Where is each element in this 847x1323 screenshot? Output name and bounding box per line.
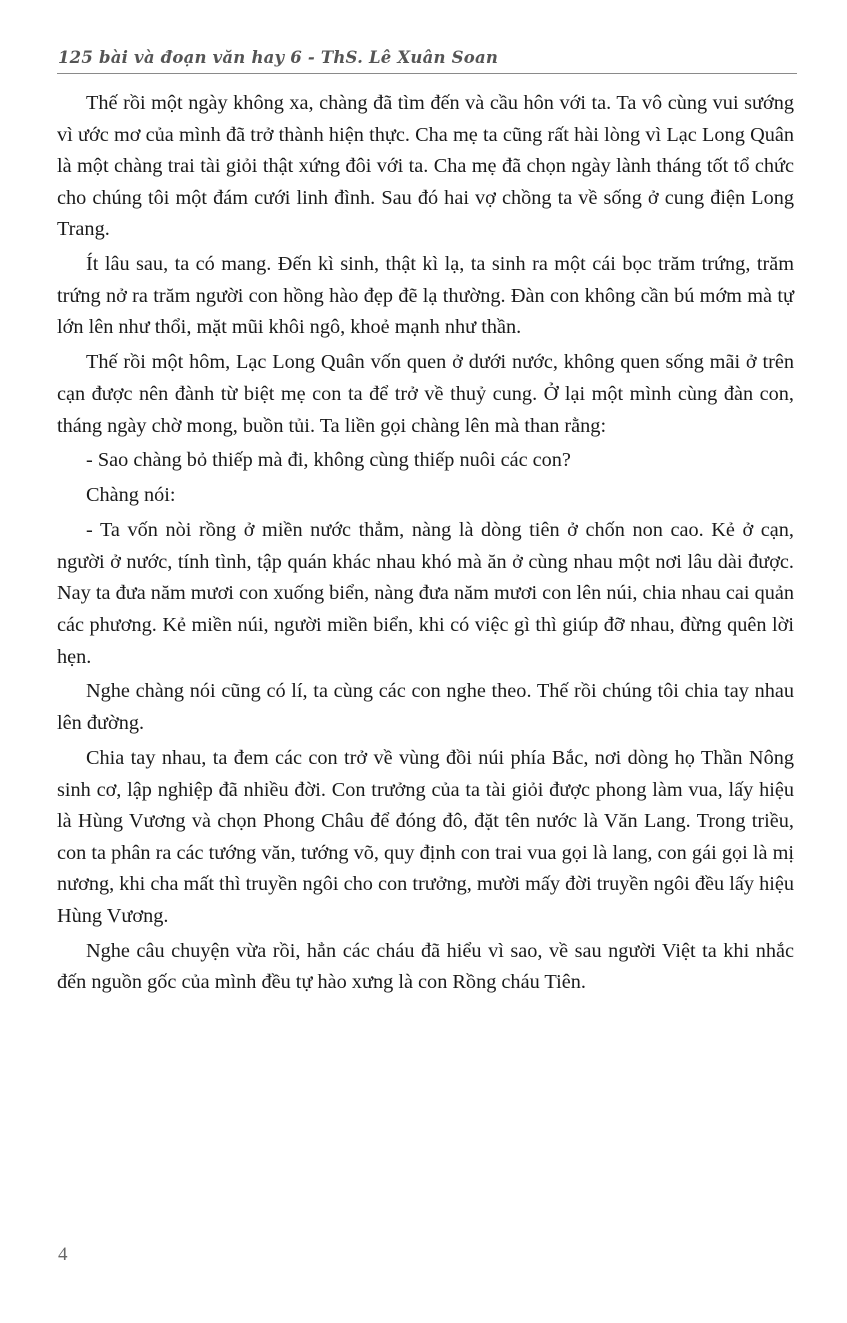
page-body: [57, 88, 794, 1002]
paragraph: Chàng nói:: [86, 484, 176, 507]
paragraph: Ít lâu sau, ta có mang. Đến kì sinh, thật kì lạ, ta sinh ra một cái bọc trăm trứng, trăm trứng nở ra trăm người con hồng hào đẹp đẽ lạ thường. Đàn con không cần bú mớm mà tự lớn lên như thổi, mặt mũi khôi ngô, khoẻ mạnh như thần.: [57, 253, 794, 339]
dialogue-line: - Sao chàng bỏ thiếp mà đi, không cùng thiếp nuôi các con?: [86, 449, 571, 472]
paragraph: Thế rồi một ngày không xa, chàng đã tìm đến và cầu hôn với ta. Ta vô cùng vui sướng vì ước mơ của mình đã trở thành hiện thực. Cha mẹ ta cũng rất hài lòng vì Lạc Long Quân là một chàng trai tài giỏi thật xứng đôi với ta. Cha mẹ đã chọn ngày lành tháng tốt tổ chức cho chúng tôi một đám cưới linh đình. Sau đó hai vợ chồng ta về sống ở cung điện Long Trang.: [57, 92, 794, 241]
paragraph: Chia tay nhau, ta đem các con trở về vùng đồi núi phía Bắc, nơi dòng họ Thần Nông sinh cơ, lập nghiệp đã nhiều đời. Con trưởng của ta tài giỏi được phong làm vua, lấy hiệu là Hùng Vương và chọn Phong Châu để đóng đô, đặt tên nước là Văn Lang. Trong triều, con ta phân ra các tướng văn, tướng võ, quy định con trai vua gọi là lang, con gái gọi là mị nương, khi cha mất thì truyền ngôi cho con trưởng, mười mấy đời truyền ngôi đều lấy hiệu Hùng Vương.: [57, 746, 794, 927]
page-number: 4: [58, 1244, 68, 1265]
dialogue-line: - Ta vốn nòi rồng ở miền nước thẳm, nàng là dòng tiên ở chốn non cao. Kẻ ở cạn, người ở nước, tính tình, tập quán khác nhau khó mà ăn ở cùng nhau một nơi lâu dài được. Nay ta đưa năm mươi con xuống biển, nàng đưa năm mươi con lên núi, chia nhau cai quản các phương. Kẻ miền núi, người miền biển, khi có việc gì thì giúp đỡ nhau, đừng quên lời hẹn.: [57, 519, 794, 668]
running-header: 125 bài và đoạn văn hay 6 - ThS. Lê Xuân Soan: [58, 48, 499, 67]
paragraph: Thế rồi một hôm, Lạc Long Quân vốn quen ở dưới nước, không quen sống mãi ở trên cạn được nên đành từ biệt mẹ con ta để trở về thuỷ cung. Ở lại một mình cùng đàn con, tháng ngày chờ mong, buồn tủi. Ta liền gọi chàng lên mà than rằng:: [57, 351, 794, 437]
header-divider: [57, 73, 797, 74]
paragraph: Nghe chàng nói cũng có lí, ta cùng các con nghe theo. Thế rồi chúng tôi chia tay nhau lên đường.: [57, 680, 794, 735]
paragraph: Nghe câu chuyện vừa rồi, hẳn các cháu đã hiểu vì sao, về sau người Việt ta khi nhắc đến nguồn gốc của mình đều tự hào xưng là con Rồng cháu Tiên.: [57, 939, 794, 994]
